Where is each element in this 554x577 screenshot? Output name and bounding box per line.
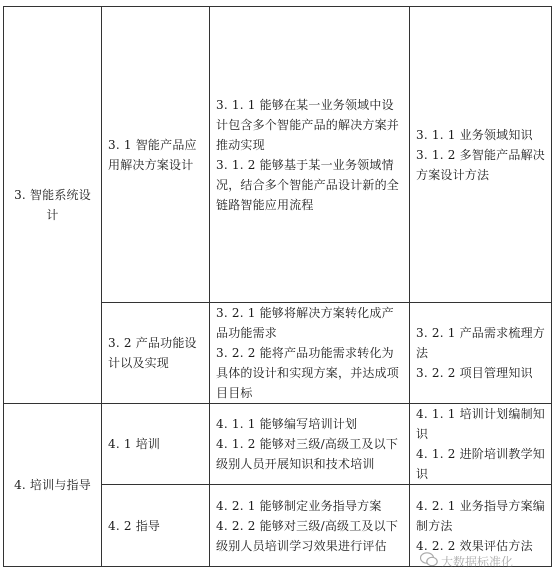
area-cell bbox=[4, 404, 102, 567]
knowledge-item: 3. 2. 1 产品需求梳理方法 bbox=[416, 326, 545, 360]
skill-item: 4. 1. 2 能够对三级/高级工及以下级别人员开展知识和技术培训 bbox=[216, 437, 399, 471]
item-cell: 3. 2 产品功能设计以及实现 bbox=[102, 303, 210, 404]
knowledge-cell bbox=[410, 404, 552, 485]
skill-item: 4. 2. 1 能够制定业务指导方案 bbox=[216, 498, 382, 513]
skill-cell bbox=[210, 7, 410, 303]
watermark-text: 大数据标准化 bbox=[441, 555, 514, 569]
skill-item: 3. 2. 1 能够将解决方案转化成产品功能需求 bbox=[216, 306, 394, 340]
area-label: 3. 智能系统设计 bbox=[14, 188, 91, 222]
knowledge-item: 3. 2. 2 项目管理知识 bbox=[416, 366, 533, 380]
area-cell bbox=[4, 7, 102, 404]
skill-item: 3. 1. 2 能够基于某一业务领域情况，结合多个智能产品设计新的全链路智能应用流程 bbox=[216, 157, 400, 212]
skill-item: 4. 2. 2 能够对三级/高级工及以下级别人员培训学习效果进行评估 bbox=[216, 518, 399, 553]
item-cell: 4. 1 培训 bbox=[102, 404, 210, 485]
table-row bbox=[4, 7, 552, 303]
knowledge-item: 4. 2. 1 业务指导方案编制方法 bbox=[416, 498, 545, 533]
skill-cell bbox=[210, 303, 410, 404]
skill-item: 3. 2. 2 能将产品功能需求转化为具体的设计和实现方案，并达成项目目标 bbox=[216, 346, 400, 400]
skill-cell bbox=[210, 404, 410, 485]
knowledge-item: 3. 1. 2 多智能产品解决方案设计方法 bbox=[416, 147, 545, 182]
wechat-logo-icon bbox=[420, 552, 438, 571]
table-row bbox=[4, 404, 552, 485]
knowledge-item: 4. 2. 2 效果评估方法 bbox=[416, 538, 533, 553]
skill-item: 4. 1. 1 能够编写培训计划 bbox=[216, 417, 358, 431]
knowledge-item: 3. 1. 1 业务领域知识 bbox=[416, 127, 533, 142]
area-label: 4. 培训与指导 bbox=[14, 478, 91, 492]
competency-table bbox=[3, 6, 552, 567]
skill-cell bbox=[210, 485, 410, 567]
knowledge-cell bbox=[410, 7, 552, 303]
item-cell: 4. 2 指导 bbox=[102, 485, 210, 567]
knowledge-item: 4. 1. 1 培训计划编制知识 bbox=[416, 407, 545, 441]
watermark bbox=[420, 552, 513, 571]
item-cell: 3. 1 智能产品应用解决方案设计 bbox=[102, 7, 210, 303]
knowledge-cell bbox=[410, 303, 552, 404]
knowledge-item: 4. 1. 2 进阶培训教学知识 bbox=[416, 447, 545, 481]
skill-item: 3. 1. 1 能够在某一业务领域中设计包含多个智能产品的解决方案并推动实现 bbox=[216, 97, 400, 152]
